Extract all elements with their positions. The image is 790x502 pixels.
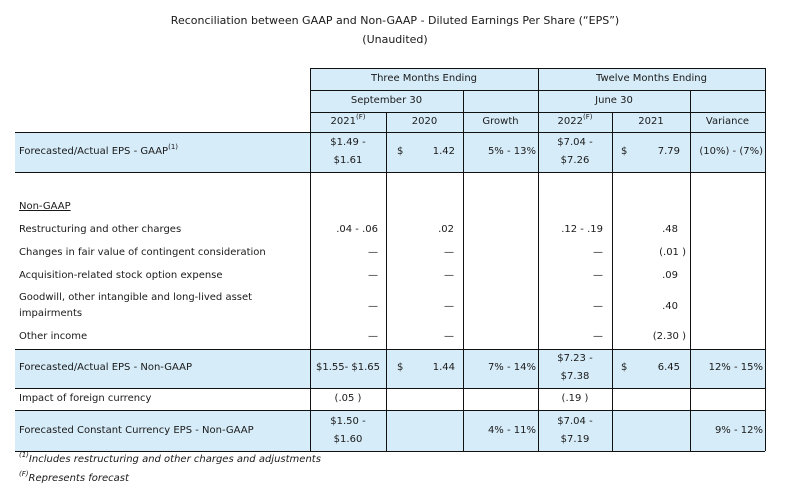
gaap-q2021-a: $1.49 -	[330, 137, 366, 148]
constant-q2021-a: $1.50 -	[330, 416, 366, 427]
restructuring-label: Restructuring and other charges	[19, 224, 182, 235]
other-income-q2021: —	[368, 331, 378, 342]
nongaap-label: Forecasted/Actual EPS - Non-GAAP	[19, 362, 193, 373]
constant-q2021-b: $1.60	[333, 434, 363, 445]
footnote-2-text: Represents forecast	[28, 473, 129, 484]
col-2022f-sup: (F)	[582, 112, 593, 121]
goodwill-q2021: —	[368, 301, 378, 312]
fair-value-y2022: —	[593, 247, 603, 258]
col-header-2022f	[538, 114, 612, 130]
constant-label: Forecasted Constant Currency EPS - Non-GAAP	[19, 425, 254, 436]
rule-fx-bottom	[15, 410, 765, 411]
footnote-2-sup: (F)	[19, 469, 29, 478]
restructuring-y2021: .48	[662, 224, 678, 235]
fx-q2021: (.05 )	[334, 393, 362, 404]
report-title	[0, 11, 790, 49]
col-2021f-text: 2021	[330, 116, 356, 127]
stock-option-q2021: —	[368, 270, 378, 281]
constant-y2022-b: $7.19	[560, 434, 590, 445]
nongaap-q2021: $1.55- $1.65	[315, 362, 381, 373]
col-header-2021: 2021	[638, 116, 664, 127]
col-2021f-sup: (F)	[355, 112, 366, 121]
fair-value-q2020: —	[444, 247, 454, 258]
rule-nongaap-bottom	[15, 388, 765, 389]
header-three-months: Three Months Ending	[370, 73, 478, 84]
goodwill-label-line1: Goodwill, other intangible and long-lived asset	[19, 292, 253, 303]
stock-option-y2022: —	[593, 270, 603, 281]
vrule-765	[765, 68, 766, 451]
rule-gaap-top	[15, 132, 765, 133]
gaap-variance: (10%) - (7%)	[699, 146, 763, 157]
fx-y2022: (.19 )	[561, 393, 589, 404]
gaap-q2021-b: $1.61	[333, 155, 363, 166]
footnote-1	[19, 452, 321, 468]
gaap-label-sup: (1)	[168, 142, 179, 151]
other-income-y2021: (2.30 )	[652, 331, 686, 342]
stock-option-y2021: .09	[662, 270, 678, 281]
nongaap-y2021-currency: $	[621, 362, 628, 373]
col-header-variance: Variance	[705, 116, 750, 127]
constant-growth: 4% - 11%	[487, 425, 536, 436]
gaap-q2020: 1.42	[432, 146, 455, 157]
gaap-label	[19, 144, 178, 160]
header-twelve-months: Twelve Months Ending	[595, 73, 707, 84]
goodwill-y2021: .40	[662, 301, 678, 312]
goodwill-label-line2: impairments	[19, 308, 83, 319]
gaap-q2020-currency: $	[397, 146, 404, 157]
restructuring-q2021: .04 - .06	[336, 224, 378, 235]
nongaap-y2022-a: $7.23 -	[557, 353, 593, 364]
gaap-y2022-b: $7.26	[560, 155, 590, 166]
goodwill-q2020: —	[444, 301, 454, 312]
footnote-1-sup: (1)	[19, 450, 29, 459]
other-income-label: Other income	[19, 331, 88, 342]
gaap-label-text: Forecasted/Actual EPS - GAAP	[19, 146, 169, 157]
nongaap-growth: 7% - 14%	[487, 362, 536, 373]
stock-option-label: Acquisition-related stock option expense	[19, 270, 223, 281]
rule-nongaap-top	[15, 349, 765, 350]
restructuring-y2022: .12 - .19	[561, 224, 603, 235]
header-sept30: September 30	[350, 95, 423, 106]
col-header-2021f	[310, 114, 386, 130]
nongaap-variance: 12% - 15%	[708, 362, 763, 373]
goodwill-y2022: —	[593, 301, 603, 312]
footnote-2	[19, 471, 129, 487]
nongaap-heading: Non-GAAP	[19, 201, 71, 212]
nongaap-y2022-b: $7.38	[560, 371, 590, 382]
col-header-2020: 2020	[411, 116, 438, 127]
col-2022f-text: 2022	[557, 116, 583, 127]
fair-value-label: Changes in fair value of contingent consideration	[19, 247, 266, 258]
nongaap-q2020: 1.44	[432, 362, 455, 373]
fair-value-y2021: (.01 )	[659, 247, 686, 258]
gaap-y2021-currency: $	[621, 146, 628, 157]
constant-y2022-a: $7.04 -	[557, 416, 593, 427]
other-income-y2022: —	[593, 331, 603, 342]
gaap-y2021: 7.79	[657, 146, 680, 157]
col-header-growth: Growth	[482, 116, 519, 127]
stock-option-q2020: —	[444, 270, 454, 281]
nongaap-y2021: 6.45	[657, 362, 680, 373]
restructuring-q2020: .02	[438, 224, 454, 235]
header-june30: June 30	[595, 95, 633, 106]
gaap-growth: 5% - 13%	[487, 146, 536, 157]
nongaap-q2020-currency: $	[397, 362, 404, 373]
constant-variance: 9% - 12%	[714, 425, 763, 436]
report-title-line1: Reconciliation between GAAP and Non-GAAP - Diluted Earnings Per Share (“EPS”)	[170, 14, 620, 27]
fx-label: Impact of foreign currency	[19, 393, 152, 404]
report-title-line2: (Unaudited)	[362, 33, 428, 46]
footnote-1-text: Includes restructuring and other charges and adjustments	[28, 454, 321, 465]
rule-gaap-bottom	[15, 172, 765, 173]
other-income-q2020: —	[444, 331, 454, 342]
fair-value-q2021: —	[368, 247, 378, 258]
gaap-y2022-a: $7.04 -	[557, 137, 593, 148]
